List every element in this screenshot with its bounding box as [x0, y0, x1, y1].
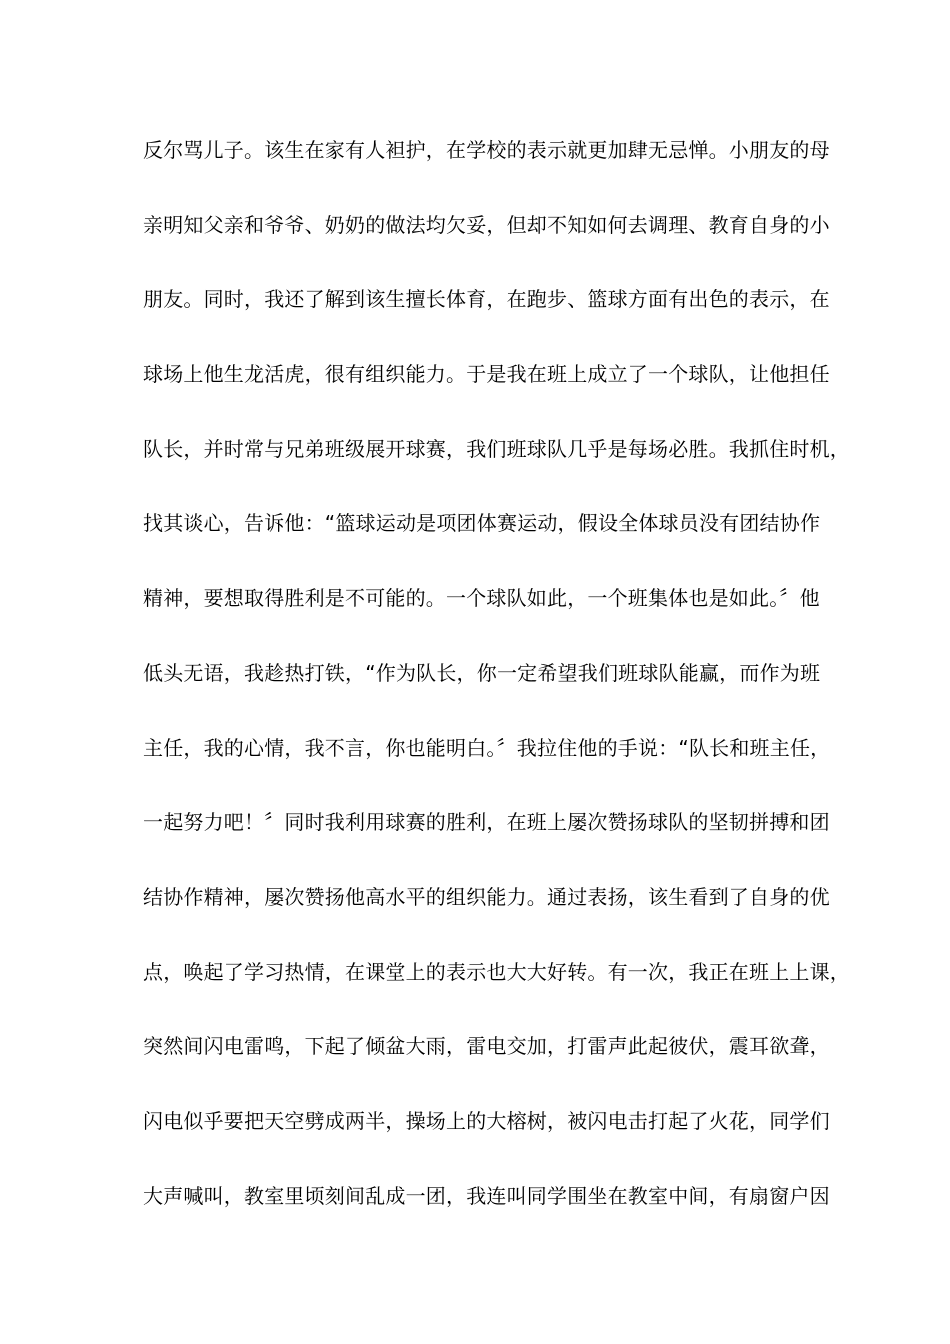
text-line: 找其谈心，告诉他：“篮球运动是项团体赛运动，假设全体球员没有团结协作	[143, 511, 821, 536]
text-line: 结协作精神，屡次赞扬他高水平的组织能力。通过表扬，该生看到了自身的优	[143, 884, 830, 909]
text-line: 反尔骂儿子。该生在家有人袒护，在学校的表示就更加肆无忌惮。小朋友的母	[143, 138, 830, 162]
text-line: 闪电似乎要把天空劈成两半，操场上的大榕树，被闪电击打起了火花，同学们	[143, 1108, 830, 1133]
text-line: 队长，并时常与兄弟班级展开球赛，我们班球队几乎是每场必胜。我抓住时机，	[143, 436, 850, 461]
text-line: 大声喊叫，教室里顷刻间乱成一团，我连叫同学围坐在教室中间，有扇窗户因	[143, 1183, 830, 1208]
text-line: 低头无语，我趁热打铁，“作为队长，你一定希望我们班球队能赢，而作为班	[143, 660, 821, 685]
text-line: 亲明知父亲和爷爷、奶奶的做法均欠妥，但却不知如何去调理、教育自身的小	[143, 212, 830, 237]
text-line: 一起努力吧！〞同时我利用球赛的胜利，在班上屡次赞扬球队的坚韧拼搏和团	[143, 810, 830, 835]
text-line: 点，唤起了学习热情，在课堂上的表示也大大好转。有一次，我正在班上上课，	[143, 959, 850, 984]
text-line: 精神，要想取得胜利是不可能的。一个球队如此，一个班集体也是如此。〞他	[143, 586, 820, 611]
text-line: 主任，我的心情，我不言，你也能明白。〞我拉住他的手说：“队长和班主任，	[143, 735, 831, 760]
text-line: 朋友。同时，我还了解到该生擅长体育，在跑步、篮球方面有出色的表示，在	[143, 287, 830, 312]
body-text	[143, 128, 850, 1248]
text-line: 球场上他生龙活虎，很有组织能力。于是我在班上成立了一个球队，让他担任	[143, 362, 830, 387]
text-line: 突然间闪电雷鸣，下起了倾盆大雨，雷电交加，打雷声此起彼伏，震耳欲聋，	[143, 1034, 830, 1059]
